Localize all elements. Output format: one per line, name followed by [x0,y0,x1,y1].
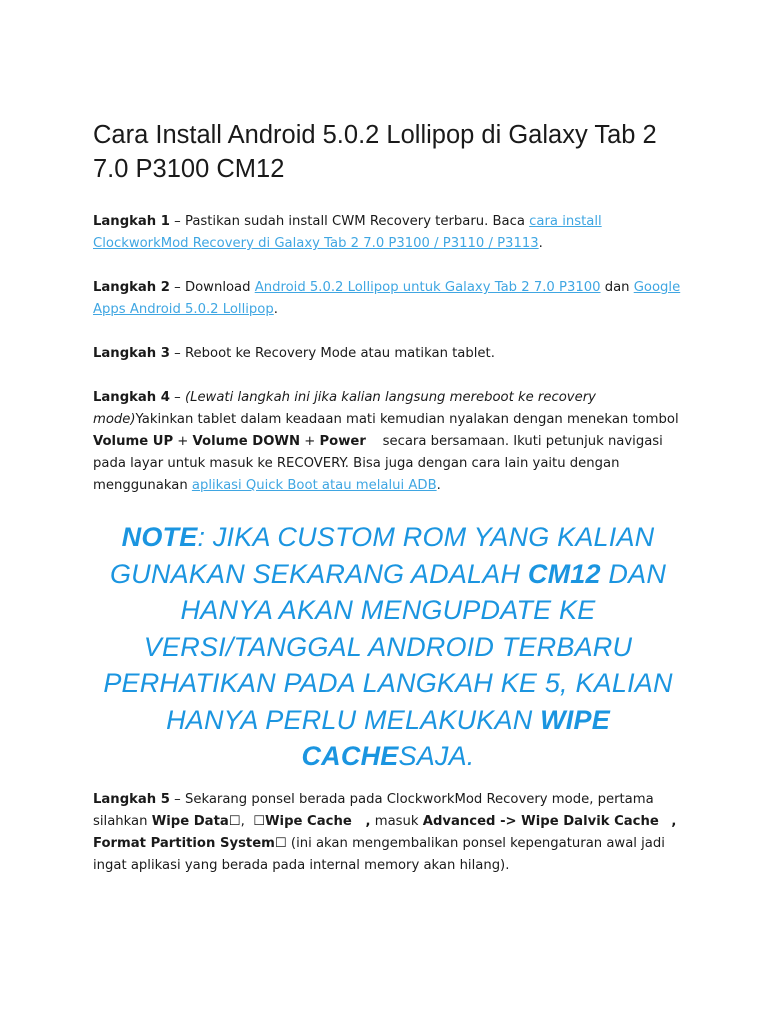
page-title: Cara Install Android 5.0.2 Lollipop di Galaxy Tab 2 7.0 P3100 CM12 [93,121,657,183]
comma-1: , [240,813,254,829]
step-1 [93,211,683,255]
step-2-mid: dan [600,280,634,295]
step-3-label: Langkah 3 [93,346,170,361]
note-text-1: : JIKA CUSTOM ROM YANG KALIAN GUNAKAN SEKARANG ADALAH [109,522,655,589]
step-2-separator: – [169,280,185,295]
note-callout [93,519,683,775]
step-3-text: Reboot ke Recovery Mode atau matikan tablet. [184,346,495,361]
document-page [93,118,683,899]
lollipop-rom-link[interactable]: Android 5.0.2 Lollipop untuk Galaxy Tab 2 7.0 P3100 [254,280,601,295]
step-5 [93,789,683,877]
wipe-dalvik-cache: Advanced -> Wipe Dalvik Cache [422,813,659,829]
step-4 [93,387,683,497]
step-4-separator: – [169,390,185,405]
step-3-separator: – [169,346,185,361]
step-5-text-2: (ini akan mengembalikan ponsel kepengaturan awal jadi ingat aplikasi yang berada pada internal memory akan hilang). [93,835,665,873]
format-partition-system: , Format Partition System☐ [93,813,677,851]
step-2-text: Download [184,280,255,295]
wipe-cache: ☐Wipe Cache , [253,813,371,829]
note-text-2: DAN HANYA AKAN MENGUPDATE KE VERSI/TANGGAL ANDROID TERBARU PERHATIKAN PADA LANGKAH KE 5, KALIAN HANYA PERLU MELAKUKAN [103,558,673,735]
step-2-end: . [273,302,278,317]
note-text-3: SAJA. [398,741,475,771]
step-4-italic-note: (Lewati langkah ini jika kalian langsung mereboot ke recovery mode) [93,390,596,427]
step-2-label: Langkah 2 [93,280,170,295]
step-1-end: . [538,236,543,251]
spacer-1 [659,814,672,829]
masuk-text: masuk [370,813,423,829]
note-bold-wipe-cache: WIPE CACHE [301,704,610,771]
plus-1: + [173,434,193,449]
step-1-separator: – [169,214,185,229]
plus-2: + [300,434,320,449]
cwm-recovery-link[interactable]: cara install ClockworkMod Recovery di Galaxy Tab 2 7.0 P3100 / P3110 / P3113 [93,214,602,251]
key-power: Power [319,434,366,449]
step-4-label: Langkah 4 [93,390,170,405]
step-1-text: Pastikan sudah install CWM Recovery terbaru. Baca [184,214,530,229]
key-volume-up: Volume UP [93,434,174,449]
step-4-end: . [436,478,441,493]
step-2 [93,277,683,321]
quick-boot-link[interactable]: aplikasi Quick Boot atau melalui ADB [191,478,437,493]
step-4-text: Yakinkan tablet dalam keadaan mati kemudian nyalakan dengan menekan tombol [135,412,679,427]
step-5-text: Sekarang ponsel berada pada ClockworkMod Recovery mode, pertama silahkan [93,791,654,829]
step-5-label: Langkah 5 [93,791,170,807]
gapps-link[interactable]: Google Apps Android 5.0.2 Lollipop [93,280,681,317]
wipe-data: Wipe Data☐ [151,813,241,829]
step-4-text-2: secara bersamaan. Ikuti petunjuk navigasi pada layar untuk masuk ke RECOVERY. Bisa juga dengan cara lain yaitu dengan menggunakan [93,434,668,493]
note-bold-cm12: CM12 [527,558,601,589]
step-5-separator: – [169,791,185,807]
step-3 [93,343,683,365]
step-1-label: Langkah 1 [93,214,170,229]
key-volume-down: Volume DOWN [192,434,301,449]
note-label: NOTE [121,522,198,552]
